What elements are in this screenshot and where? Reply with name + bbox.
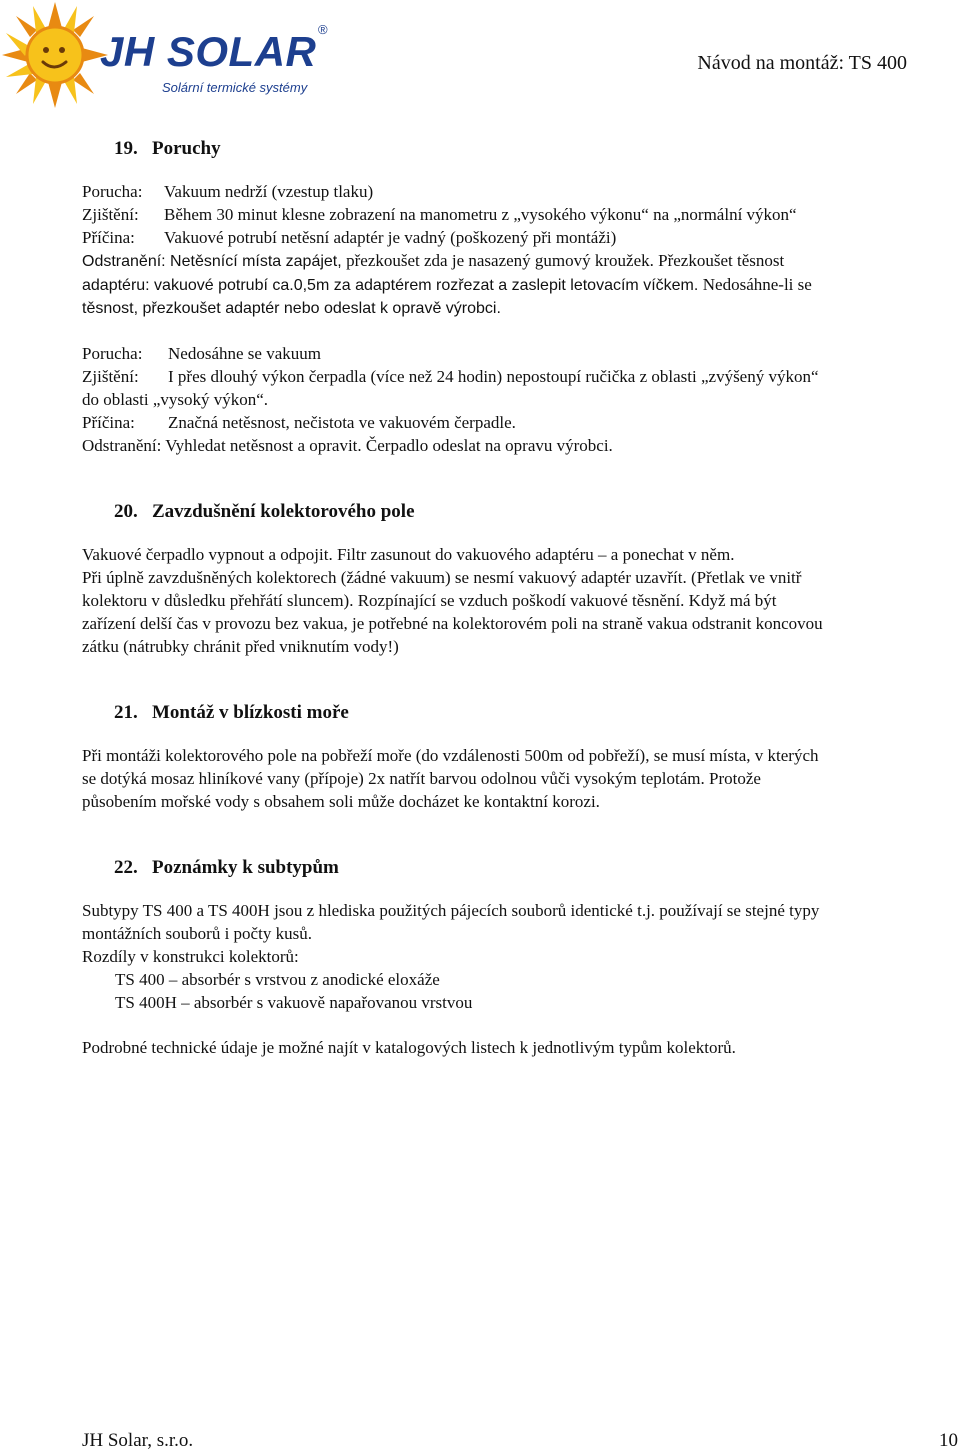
paragraph-line: Při montáži kolektorového pole na pobřeží moře (do vzdálenosti 500m od pobřeží), se musí místa, v kterých — [82, 746, 819, 765]
section-21-heading — [114, 700, 954, 726]
section-22-body — [82, 899, 954, 1059]
section-20-body — [82, 543, 954, 658]
page-content — [82, 136, 954, 1059]
fault-line: Porucha: Nedosáhne se vakuum — [82, 344, 321, 363]
fix-line: Odstranění: Netěsnící místa zapájet, přezkoušet zda je nasazený gumový kroužek. Přezkoušet těsnost — [82, 251, 785, 270]
fix-line: těsnost, přezkoušet adaptér nebo odeslat k opravě výrobci. — [82, 300, 501, 317]
logo-registered-mark: ® — [318, 22, 328, 37]
finding-line-continued: do oblasti „vysoký výkon“. — [82, 390, 269, 409]
document-title: Návod na montáž: TS 400 — [697, 52, 907, 74]
logo-name: JH SOLAR — [100, 28, 317, 75]
section-19-heading — [114, 136, 954, 162]
section-title: Poruchy — [152, 138, 221, 159]
fix-line: Odstranění: Vyhledat netěsnost a opravit. Čerpadlo odeslat na opravu výrobci. — [82, 436, 613, 455]
fault-line: Porucha: Vakuum nedrží (vzestup tlaku) — [82, 182, 374, 201]
cause-line: Příčina: Vakuové potrubí netěsní adaptér je vadný (poškozený při montáži) — [82, 228, 617, 247]
section-title: Montáž v blízkosti moře — [152, 702, 349, 723]
paragraph-line: zařízení delší čas v provozu bez vakua, je potřebné na kolektorovém poli na straně vakua odstranit koncovou — [82, 614, 823, 633]
footer-company: JH Solar, s.r.o. — [82, 1430, 194, 1451]
paragraph-line: působením mořské vody s obsahem soli může docházet ke kontaktní korozi. — [82, 792, 600, 811]
paragraph-line: montážních souborů i počty kusů. — [82, 924, 312, 943]
section-number: 20. — [114, 501, 138, 522]
paragraph-line: Podrobné technické údaje je možné najít v katalogových listech k jednotlivým typům kolektorů. — [82, 1038, 736, 1057]
section-number: 19. — [114, 138, 138, 159]
company-logo — [0, 0, 340, 110]
section-21-body — [82, 744, 954, 813]
finding-line: Zjištění: Během 30 minut klesne zobrazení na manometru z „vysokého výkonu“ na „normální výkon“ — [82, 205, 797, 224]
paragraph-line: Rozdíly v konstrukci kolektorů: — [82, 947, 299, 966]
paragraph-line: Vakuové čerpadlo vypnout a odpojit. Filtr zasunout do vakuového adaptéru – a ponechat v něm. — [82, 545, 735, 564]
paragraph-line: se dotýká mosaz hliníkové vany (přípoje) 2x natřít barvou odolnou vůči vysokým teplotám. Protože — [82, 769, 761, 788]
paragraph-line: Při úplně zavzdušněných kolektorech (žádné vakuum) se nesmí vakuový adaptér uzavřít. (Přetlak ve vnitř — [82, 568, 802, 587]
paragraph-line: kolektoru v důsledku přehřátí sluncem). Rozpínající se vzduch poškodí vakuové těsnění. Když má být — [82, 591, 777, 610]
section-title: Poznámky k subtypům — [152, 857, 339, 878]
section-number: 22. — [114, 857, 138, 878]
fault-block-1 — [82, 180, 954, 320]
paragraph-line: Subtypy TS 400 a TS 400H jsou z hlediska použitých pájecích souborů identické t.j. používají se stejné typy — [82, 901, 820, 920]
page-header — [0, 0, 960, 110]
section-20-heading — [114, 499, 954, 525]
section-number: 21. — [114, 702, 138, 723]
sun-logo-icon — [0, 0, 110, 110]
cause-line: Příčina: Značná netěsnost, nečistota ve vakuovém čerpadle. — [82, 413, 516, 432]
fault-block-2 — [82, 342, 954, 457]
footer-page-number: 10 — [939, 1430, 958, 1451]
section-title: Zavzdušnění kolektorového pole — [152, 501, 415, 522]
fix-line: adaptéru: vakuové potrubí ca.0,5m za adaptérem rozřezat a zaslepit letovacím víčkem. Nedosáhne-li se — [82, 275, 812, 294]
finding-line: Zjištění: I přes dlouhý výkon čerpadla (více než 24 hodin) nepostoupí ručička z oblasti „zvýšený výkon“ — [82, 367, 819, 386]
list-item: TS 400 – absorbér s vrstvou z anodické eloxáže — [115, 970, 440, 989]
list-item: TS 400H – absorbér s vakuově napařovanou vrstvou — [115, 993, 473, 1012]
section-22-heading — [114, 855, 954, 881]
logo-subtitle: Solární termické systémy — [162, 80, 308, 95]
paragraph-line: zátku (nátrubky chránit před vniknutím vody!) — [82, 637, 399, 656]
